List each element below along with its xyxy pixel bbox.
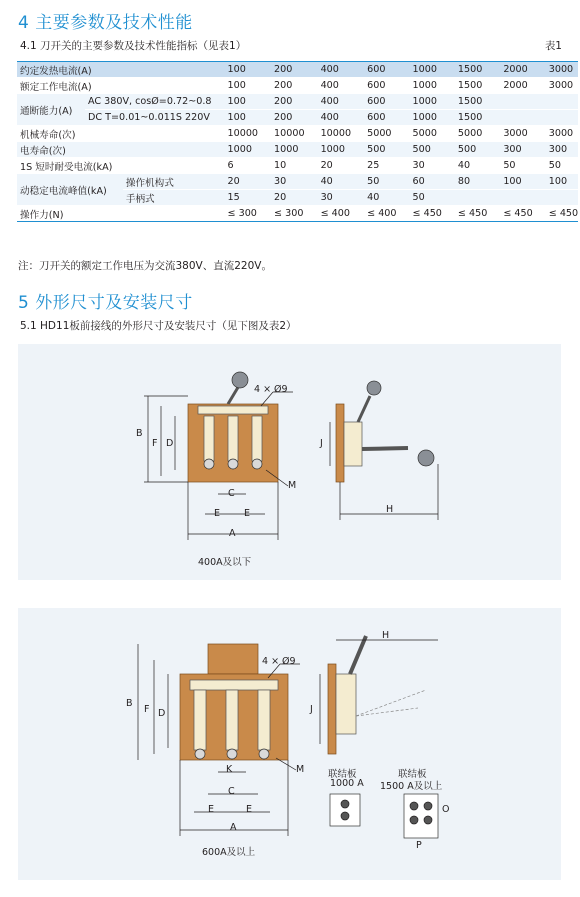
figure-600a-panel [18, 608, 561, 880]
table-cell: 500 [442, 142, 487, 158]
header-cell: 400 [305, 62, 352, 78]
table-cell: 1000 [397, 78, 442, 94]
table-cell: 10000 [258, 126, 305, 142]
table-cell: 50 [487, 158, 532, 174]
row-label: 电寿命(次) [17, 142, 212, 158]
table-cell: 30 [397, 158, 442, 174]
table-cell [487, 110, 532, 126]
dim-label-k: K [226, 764, 233, 775]
table-cell: 15 [212, 190, 259, 206]
terminal-icon [195, 749, 205, 759]
header-cell: 200 [258, 62, 305, 78]
table-cell: ≤ 450 [442, 206, 487, 222]
joint-plate-1500a-sub: 1500 A及以上 [380, 781, 443, 792]
table-cell: 200 [258, 110, 305, 126]
joint-plate-1000a-sub: 1000 A [330, 778, 364, 789]
table-cell: ≤ 400 [305, 206, 352, 222]
table-cell: ≤ 300 [212, 206, 259, 222]
figure-600a-caption: 600A及以上 [202, 847, 256, 858]
row-sublabel: 手柄式 [123, 190, 212, 206]
dim-label-e: E [208, 804, 215, 815]
joint-plate-1000a-title: 联结板 [328, 769, 357, 780]
table-cell: 40 [442, 158, 487, 174]
table-cell: 3000 [487, 126, 532, 142]
table-cell: ≤ 300 [258, 206, 305, 222]
dim-label-b: B [126, 698, 133, 709]
table-cell: 300 [487, 142, 532, 158]
dim-label-c: C [228, 786, 235, 797]
dim-label-a: A [229, 528, 236, 539]
table-cell: 40 [351, 190, 396, 206]
table-cell [533, 110, 578, 126]
table-cell: 40 [305, 174, 352, 190]
table-cell: 100 [212, 94, 259, 110]
table-cell: 1000 [258, 142, 305, 158]
table-cell: 300 [533, 142, 578, 158]
table-cell: ≤ 450 [533, 206, 578, 222]
section-5-subtitle: 5.1 HD11板前接线的外形尺寸及安装尺寸（见下图及表2） [20, 320, 297, 332]
table-cell: 1000 [397, 94, 442, 110]
dim-label-c: C [228, 488, 235, 499]
table-cell: 400 [305, 110, 352, 126]
handle-knob-icon [232, 372, 248, 388]
table-row [17, 78, 578, 94]
table-cell [487, 94, 532, 110]
dim-label-h: H [386, 504, 394, 515]
table-cell: ≤ 450 [487, 206, 532, 222]
table-row [17, 126, 578, 142]
table-cell: 600 [351, 94, 396, 110]
terminal-icon [259, 749, 269, 759]
voltage-note: 注：刀开关的额定工作电压为交流380V、直流220V。 [18, 260, 272, 272]
hole-label: 4 × Ø9 [262, 656, 296, 667]
table-cell [487, 190, 532, 206]
hole-label: 4 × Ø9 [254, 384, 288, 395]
table-reference: 表1 [544, 40, 562, 52]
row-label: 1S 短时耐受电流(kA) [17, 158, 212, 174]
dim-label-p: P [416, 840, 422, 851]
table-cell: 1500 [442, 78, 487, 94]
table-cell: 1000 [397, 110, 442, 126]
row-label: 额定工作电流(A) [17, 78, 212, 94]
dim-label-m: M [288, 480, 297, 491]
table-cell: 6 [212, 158, 259, 174]
table-cell [533, 190, 578, 206]
table-cell: 5000 [442, 126, 487, 142]
dim-label-f: F [144, 704, 150, 715]
table-cell: 20 [258, 190, 305, 206]
row-sublabel: AC 380V, cosØ=0.72~0.8 [85, 94, 212, 110]
section-5-title: 5 外形尺寸及安装尺寸 [18, 293, 193, 313]
dim-label-d: D [158, 708, 166, 719]
table-cell: 200 [258, 78, 305, 94]
table-cell: 400 [305, 78, 352, 94]
table-cell: 50 [397, 190, 442, 206]
table-row [17, 206, 578, 222]
table-row [17, 94, 578, 110]
terminal-icon [204, 459, 214, 469]
table-cell: 400 [305, 94, 352, 110]
side-handle-knob-icon [418, 450, 434, 466]
table-cell: 80 [442, 174, 487, 190]
table-row [17, 158, 578, 174]
table-cell: 1000 [212, 142, 259, 158]
table-cell: 30 [305, 190, 352, 206]
table-cell: 100 [212, 78, 259, 94]
table-cell: 500 [397, 142, 442, 158]
table-cell: 25 [351, 158, 396, 174]
terminal-icon [227, 749, 237, 759]
table-cell: 5000 [351, 126, 396, 142]
spec-table [17, 61, 578, 222]
table-cell: 50 [533, 158, 578, 174]
table-cell: 60 [397, 174, 442, 190]
terminal-icon [252, 459, 262, 469]
header-cell: 3000 [533, 62, 578, 78]
table-row [17, 110, 578, 126]
figure-400a-caption: 400A及以下 [198, 557, 252, 568]
table-cell: 50 [351, 174, 396, 190]
row-label: 动稳定电流峰值(kA) [17, 174, 123, 206]
table-cell: 5000 [397, 126, 442, 142]
table-cell: 100 [533, 174, 578, 190]
table-cell: 10 [258, 158, 305, 174]
dim-label-e: E [214, 508, 221, 519]
table-cell: 100 [487, 174, 532, 190]
table-header-row [17, 62, 578, 78]
joint-plate-1500a-title: 联结板 [398, 769, 427, 780]
table-cell [533, 94, 578, 110]
table-row [17, 174, 578, 190]
section-4-subtitle: 4.1 刀开关的主要参数及技术性能指标（见表1） [20, 40, 247, 52]
dim-label-o: O [442, 804, 450, 815]
header-label: 约定发热电流(A) [17, 62, 212, 78]
table-cell: 20 [305, 158, 352, 174]
dim-label-a: A [230, 822, 237, 833]
figure-400a-drawing [18, 344, 561, 580]
figure-400a-panel [18, 344, 561, 580]
table-cell: 10000 [305, 126, 352, 142]
table-cell: 30 [258, 174, 305, 190]
dim-label-m: M [296, 764, 305, 775]
row-label: 通断能力(A) [17, 94, 85, 126]
dim-label-j: J [310, 704, 313, 715]
dim-label-j: J [320, 438, 323, 449]
header-cell: 1500 [442, 62, 487, 78]
header-cell: 1000 [397, 62, 442, 78]
joint-plate-1000a [330, 794, 360, 826]
table-cell: 200 [258, 94, 305, 110]
table-cell: 3000 [533, 78, 578, 94]
section-4-title: 4 主要参数及技术性能 [18, 13, 193, 33]
table-cell [442, 190, 487, 206]
table-cell: ≤ 450 [397, 206, 442, 222]
dim-label-b: B [136, 428, 143, 439]
dim-label-f: F [152, 438, 158, 449]
table-cell: 2000 [487, 78, 532, 94]
header-cell: 100 [212, 62, 259, 78]
dim-label-d: D [166, 438, 174, 449]
table-cell: 1000 [305, 142, 352, 158]
dim-label-h: H [382, 630, 390, 641]
table-cell: 20 [212, 174, 259, 190]
table-cell: 500 [351, 142, 396, 158]
header-cell: 600 [351, 62, 396, 78]
dim-label-e: E [244, 508, 251, 519]
joint-plate-1500a [404, 794, 438, 838]
table-cell: ≤ 400 [351, 206, 396, 222]
table-row [17, 142, 578, 158]
terminal-icon [228, 459, 238, 469]
row-sublabel: DC T=0.01~0.011S 220V [85, 110, 212, 126]
table-cell: 1500 [442, 94, 487, 110]
figure-600a-drawing [18, 608, 561, 880]
table-cell: 1500 [442, 110, 487, 126]
table-cell: 600 [351, 110, 396, 126]
row-label: 操作力(N) [17, 206, 212, 222]
table-cell: 10000 [212, 126, 259, 142]
header-cell: 2000 [487, 62, 532, 78]
dim-label-e: E [246, 804, 253, 815]
row-sublabel: 操作机构式 [123, 174, 212, 190]
row-label: 机械寿命(次) [17, 126, 212, 142]
table-cell: 3000 [533, 126, 578, 142]
table-cell: 100 [212, 110, 259, 126]
table-cell: 600 [351, 78, 396, 94]
